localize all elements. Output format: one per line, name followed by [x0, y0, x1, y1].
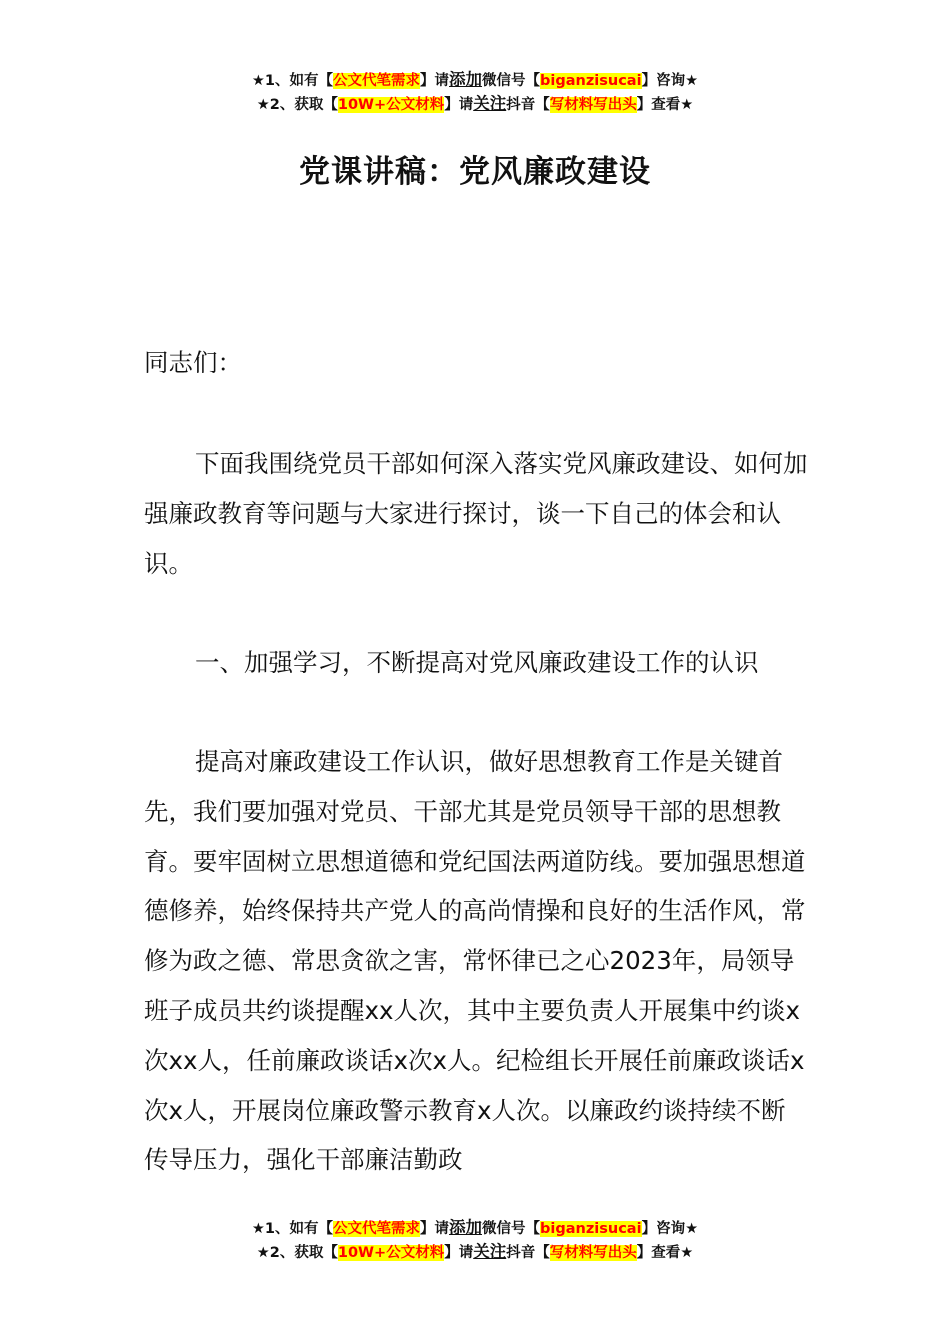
banner-text: ★1、如有【 [251, 73, 334, 89]
banner-wechat-id: biganzisucai [540, 1221, 642, 1237]
banner-text: 抖音【 [506, 1245, 550, 1261]
footer-banner [0, 1216, 950, 1264]
banner-underlined: 关注 [473, 94, 507, 113]
banner-text: ★2、获取【 [256, 97, 338, 113]
section-1-heading: 一、加强学习，不断提高对党风廉政建设工作的认识 [195, 648, 759, 677]
banner-text: 】请 [420, 73, 450, 89]
banner-text: 微信号【 [482, 1221, 541, 1237]
banner-underlined: 添加 [449, 1218, 483, 1237]
banner-underlined: 添加 [449, 70, 483, 89]
banner-text: ★1、如有【 [251, 1221, 334, 1237]
banner-text: 】咨询★ [641, 73, 699, 89]
section-1-body: 提高对廉政建设工作认识，做好思想教育工作是关键首先，我们要加强对党员、干部尤其是党员领导干部的思想教育。要牢固树立思想道德和党纪国法两道防线。要加强思想道德修养，始终保持共产党人的高尚情操和良好的生活作风，常修为政之德、常思贪欲之害，常怀律已之心2023年，局领导班子成员共约谈提醒xx人次，其中主要负责人开展集中约谈x次xx人，任前廉政谈话x次x人。纪检组长开展任前廉政谈话x次x人，开展岗位廉政警示教育x人次。以廉政约谈持续不断传导压力，强化干部廉洁勤政 [144, 747, 806, 1175]
banner-text: 微信号【 [482, 73, 541, 89]
banner-highlight: 10W+公文材料 [337, 1245, 445, 1261]
banner-text: 】查看★ [636, 97, 694, 113]
banner-line-1 [0, 68, 950, 92]
banner-text: 】请 [444, 1245, 474, 1261]
banner-text: 】请 [420, 1221, 450, 1237]
banner-text: 】咨询★ [641, 1221, 699, 1237]
banner-text: 】请 [444, 97, 474, 113]
banner-line-1 [0, 1216, 950, 1240]
banner-highlight: 10W+公文材料 [337, 97, 445, 113]
banner-line-2 [0, 92, 950, 116]
banner-douyin-id: 写材料写出头 [549, 1245, 637, 1261]
document-title: 党课讲稿：党风廉政建设 [299, 154, 651, 190]
banner-highlight: 公文代笔需求 [333, 1221, 421, 1237]
banner-line-2 [0, 1240, 950, 1264]
header-banner [0, 68, 950, 116]
banner-text: 】查看★ [636, 1245, 694, 1261]
banner-highlight: 公文代笔需求 [333, 73, 421, 89]
intro-paragraph: 下面我围绕党员干部如何深入落实党风廉政建设、如何加强廉政教育等问题与大家进行探讨，谈一下自己的体会和认识。 [144, 449, 808, 578]
banner-douyin-id: 写材料写出头 [549, 97, 637, 113]
banner-underlined: 关注 [473, 1242, 507, 1261]
banner-text: ★2、获取【 [256, 1245, 338, 1261]
banner-wechat-id: biganzisucai [540, 73, 642, 89]
greeting: 同志们： [144, 348, 242, 377]
banner-text: 抖音【 [506, 97, 550, 113]
